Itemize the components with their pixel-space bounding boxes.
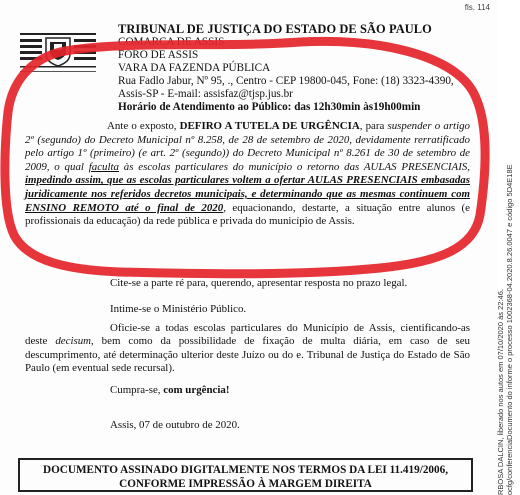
digital-signature-box [18,458,473,492]
margin-signature-text [472,130,514,495]
intime-paragraph: Intime-se o Ministério Público. [110,303,247,315]
foro-line: FORO DE ASSIS [118,49,199,61]
p1-text-f: às escolas particulares do município o retorno das AULAS PRESENCIAIS, [118,160,470,173]
email-line: Assis-SP - E-mail: assisfaz@tjsp.jus.br [118,88,293,100]
margin-line-1: RBOSA DALCIN, liberado nos autos em 07/10/2020 às 22:46. [496,289,505,495]
p1-text-h: , equacionando, destarte, a situação entre alunos (e profissionais da educação) da rede pública e privada do município de Assis. [25,201,470,228]
margin-line-2: ocfg/conferenciaDocumento do informe o processo 1002368-04.2020.8.26.0047 e código 5D4E18E [505,164,514,495]
p1-text-g: impedindo assim, que as escolas particulares voltem a ofertar AULAS PRESENCIAIS embasadas juridicamente nos referidos decretos municipais, e determinando que as mesmas continuem com ENSINO REMOTO até o final de 2020 [25,174,470,214]
cumpra-paragraph [110,384,229,396]
court-logo [20,30,96,76]
p5-text-a: Cumpra-se, [110,384,164,396]
address-line: Rua Fadlo Jabur, Nº 95, ., Centro - CEP 19800-045, Fone: (18) 3323-4390, [118,75,454,87]
comarca-line: COMARCA DE ASSIS [118,36,225,48]
date-line: Assis, 07 de outubro de 2020. [110,419,240,431]
office-hours: Horário de Atendimento ao Público: das 12h30min às19h00min [118,101,421,113]
cite-paragraph: Cite-se a parte ré para, querendo, apresentar resposta no prazo legal. [110,277,408,289]
oficie-paragraph [25,322,470,376]
p1-text-a: Ante o exposto, [107,120,180,132]
vara-line: VARA DA FAZENDA PÚBLICA [118,62,271,74]
p4-text-a: Oficie-se a todas escolas particulares do Município de Assis, cientificando-as deste [25,322,470,348]
p4-text-b: decisum [55,335,92,348]
p1-text-e: faculta [88,160,119,173]
p1-text-c: , para [359,120,388,132]
p5-text-b: com urgência! [163,384,230,396]
signature-line-1: DOCUMENTO ASSINADO DIGITALMENTE NOS TERMOS DA LEI 11.419/2006, [43,464,448,476]
p1-text-b: DEFIRO A TUTELA DE URGÊNCIA [179,120,360,132]
court-header [118,23,458,114]
decision-paragraph [25,120,470,229]
p4-text-c: , bem como da possibilidade de fixação de multa diária, em caso de seu descumprimento, até determinação ulterior deste Juízo ou do e. Tribunal de Justiça do Estado de São Paulo (em eventual sede recursal). [25,335,471,375]
folio-number: fls. 114 [464,3,490,12]
court-name: TRIBUNAL DE JUSTIÇA DO ESTADO DE SÃO PAULO [118,22,432,36]
p1-text-d: suspender o artigo 2º (segundo) do Decreto Municipal nº 8.258, de 28 de setembro de 2020, devidamente rerratificado pelo artigo 1º (primeiro) (e art. 2º (segundo)) do Decreto Municipal nº 8.261 de 30 de setembro de 2009, o qual [25,120,470,173]
signature-line-2: CONFORME IMPRESSÃO À MARGEM DIREITA [119,478,372,490]
